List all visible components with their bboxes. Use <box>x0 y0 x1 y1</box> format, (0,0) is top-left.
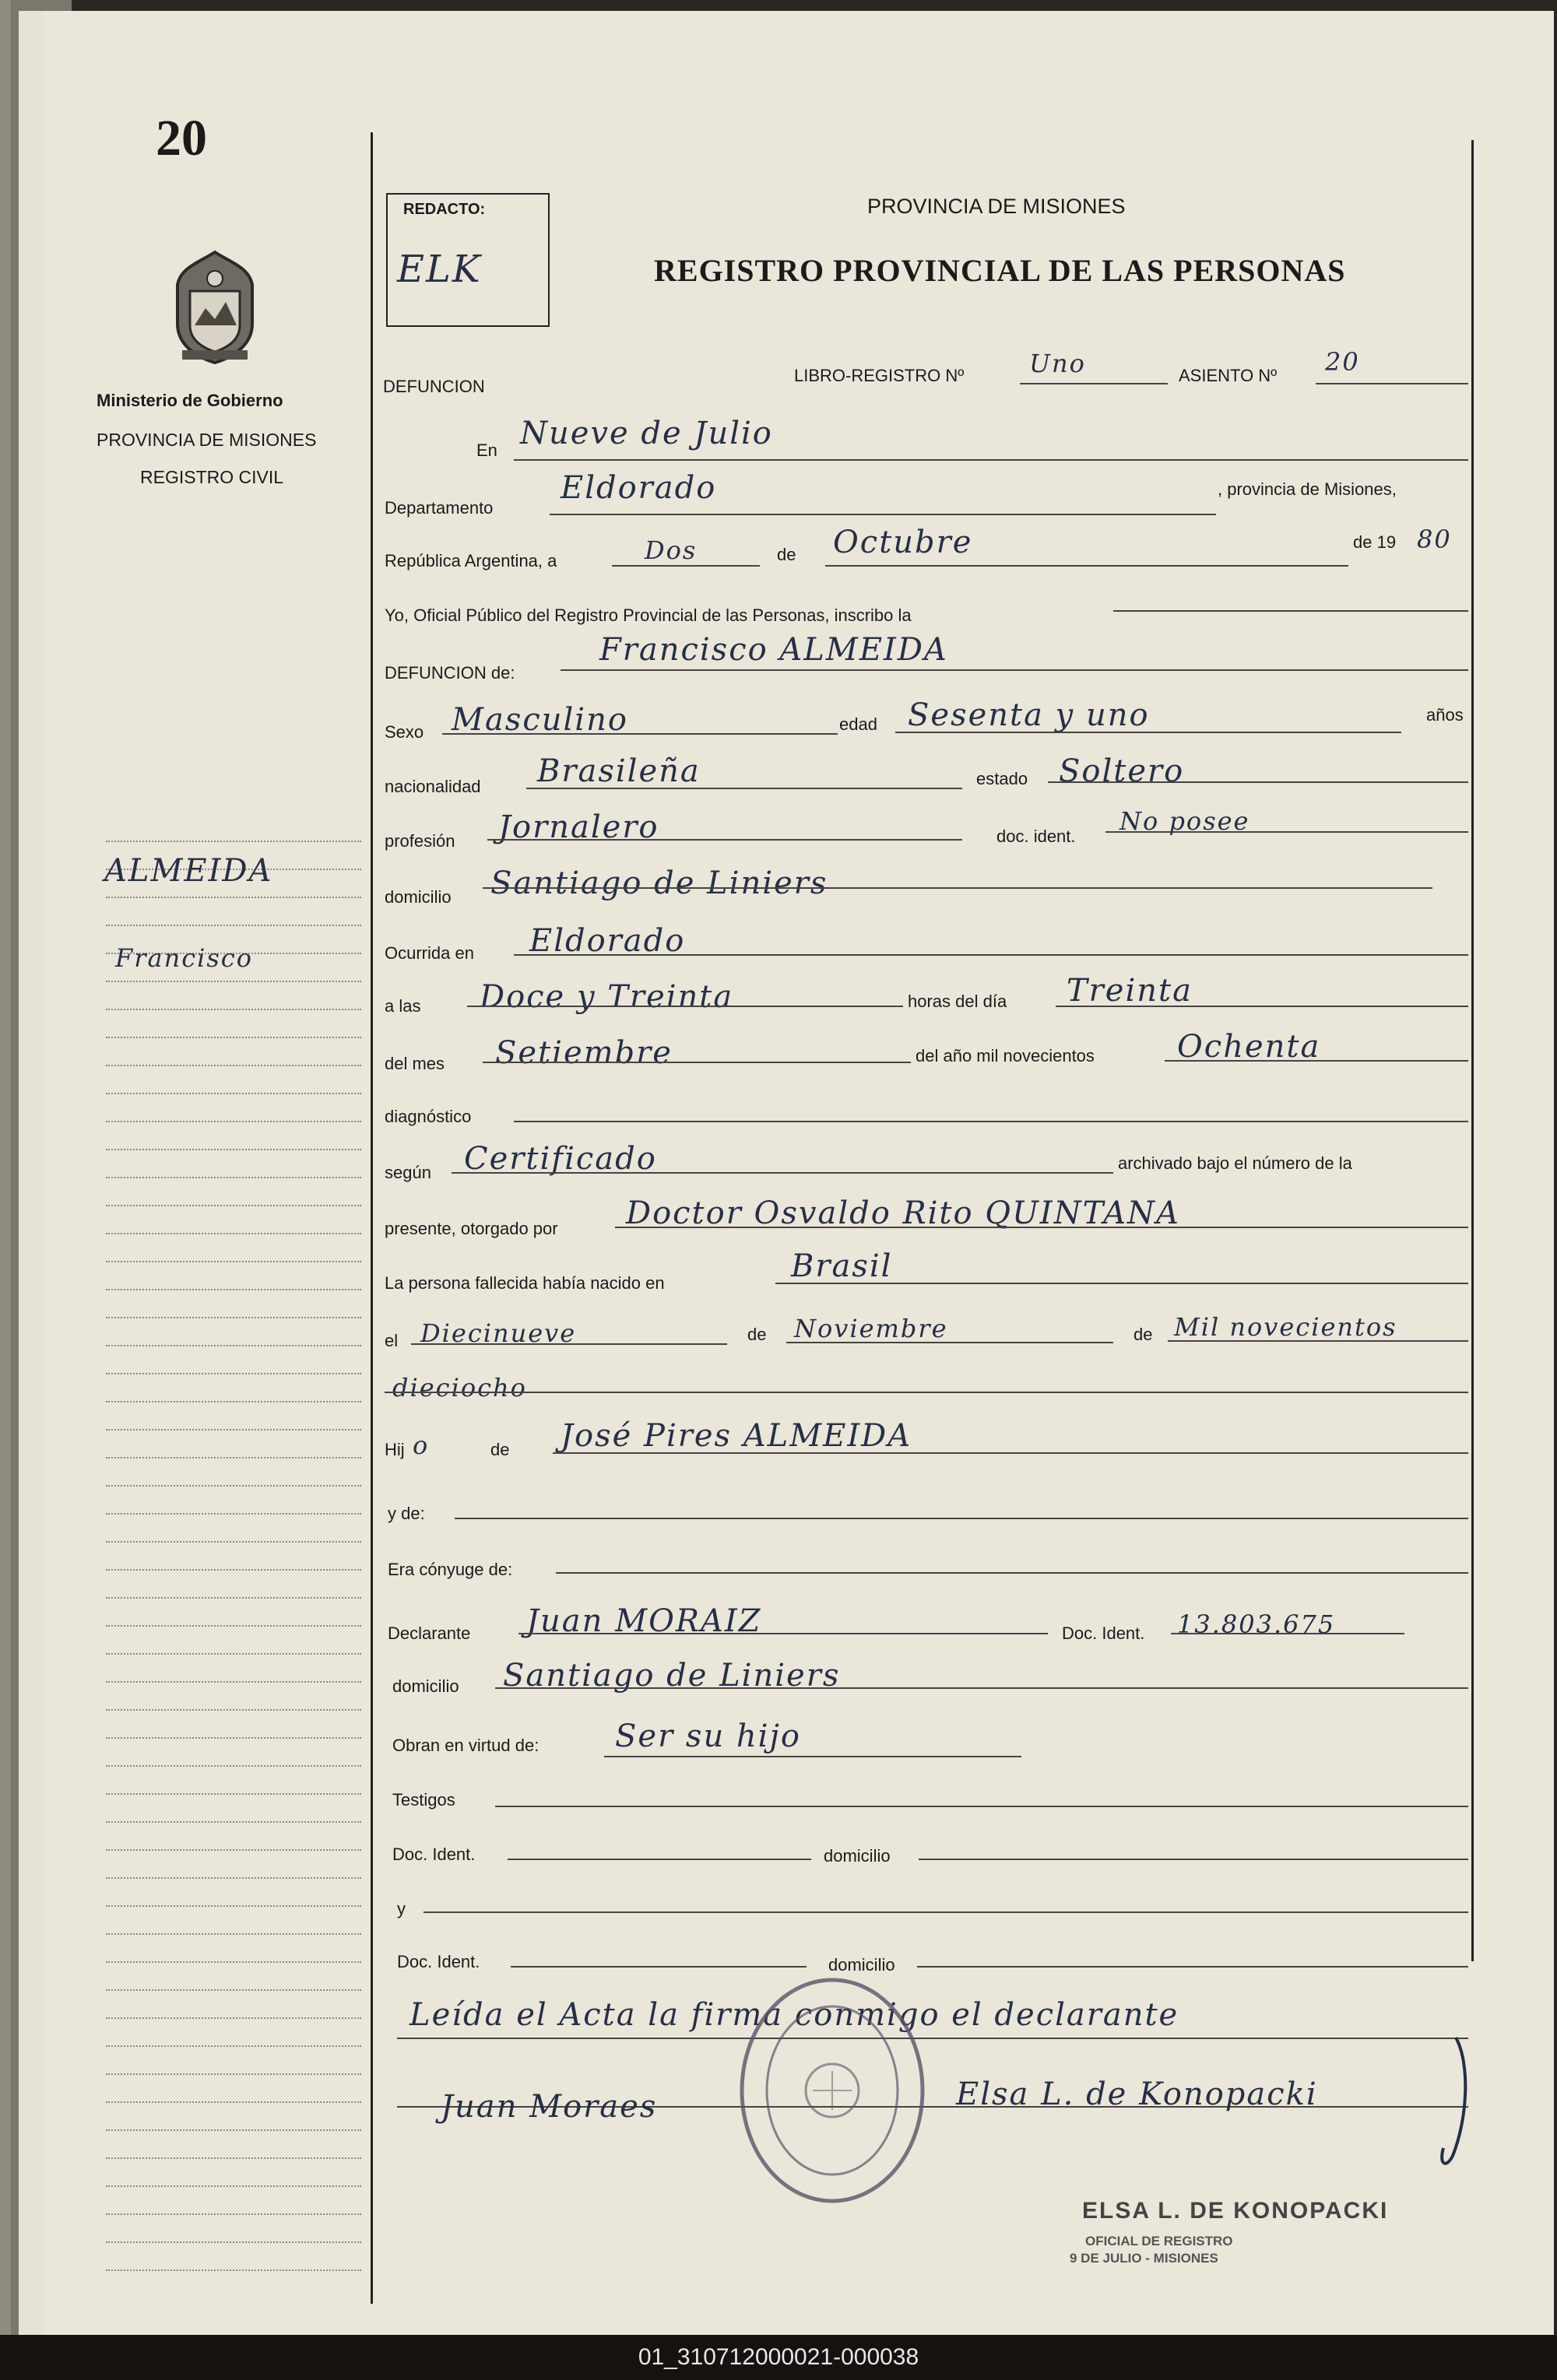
official-place: 9 DE JULIO - MISIONES <box>1070 2251 1218 2266</box>
sexo-label: Sexo <box>385 722 424 742</box>
conyuge-label: Era cónyuge de: <box>388 1560 513 1579</box>
profesion-label: profesión <box>385 831 455 851</box>
margin-line <box>106 1317 361 1318</box>
profesion-value: Jornalero <box>498 809 659 845</box>
decl-doc-label: Doc. Ident. <box>1062 1624 1145 1643</box>
testigos-label: Testigos <box>392 1790 455 1810</box>
nac-ano2-value: dieciocho <box>392 1373 527 1402</box>
margin-line <box>106 1737 361 1739</box>
page-number: 20 <box>156 110 207 167</box>
libro-label: LIBRO-REGISTRO Nº <box>794 366 965 385</box>
margin-line <box>106 2045 361 2047</box>
signature-declarante: Juan Moraes <box>441 2089 658 2125</box>
margin-line <box>106 1345 361 1346</box>
form-left-border <box>371 132 373 2304</box>
coat-of-arms-icon <box>167 247 263 367</box>
otorgado-value: Doctor Osvaldo Rito QUINTANA <box>626 1195 1180 1231</box>
closing-statement: Leída el Acta la firma conmigo el declarante <box>409 1997 1179 2033</box>
margin-note-given-name: Francisco <box>115 943 253 973</box>
obran-label: Obran en virtud de: <box>392 1736 540 1755</box>
testigo1-domicilio-label: domicilio <box>824 1846 891 1866</box>
ano-value: 80 <box>1417 525 1452 554</box>
republica-label: República Argentina, a <box>385 551 557 570</box>
margin-line <box>106 2017 361 2019</box>
margin-line <box>106 1877 361 1879</box>
margin-line <box>106 1401 361 1402</box>
hijo-de-label: de <box>490 1440 510 1459</box>
margin-line <box>106 1793 361 1795</box>
defuncion-header: DEFUNCION <box>383 377 485 396</box>
dia-value: Dos <box>645 535 698 565</box>
nac-dia-value: Diecinueve <box>420 1318 577 1348</box>
margin-line <box>106 1009 361 1010</box>
margin-line <box>106 1093 361 1094</box>
margin-line <box>106 2269 361 2271</box>
margin-line <box>106 2213 361 2215</box>
asiento-value: 20 <box>1325 347 1360 377</box>
ocurrida-label: Ocurrida en <box>385 943 474 963</box>
margin-line <box>106 1709 361 1711</box>
signature-official: Elsa L. de Konopacki <box>956 2076 1318 2112</box>
a-las-label: a las <box>385 996 421 1016</box>
de-label-3: de <box>1133 1325 1153 1344</box>
diagnostico-label: diagnóstico <box>385 1107 472 1126</box>
estado-value: Soltero <box>1059 753 1185 789</box>
de-label-1: de <box>777 545 796 564</box>
margin-line <box>106 1457 361 1459</box>
margin-line <box>106 1233 361 1234</box>
declarante-value: Juan MORAIZ <box>526 1603 762 1639</box>
margin-line <box>106 1429 361 1430</box>
hijo-label: Hij <box>385 1440 405 1459</box>
margin-line <box>106 2073 361 2075</box>
document-id: 01_310712000021-000038 <box>638 2344 919 2370</box>
domicilio-label: domicilio <box>385 887 452 907</box>
doc-ident-value: No posee <box>1119 806 1250 836</box>
ministry-label: Ministerio de Gobierno <box>97 391 283 410</box>
margin-line <box>106 1597 361 1599</box>
margin-line <box>106 1205 361 1206</box>
margin-line <box>106 925 361 926</box>
official-name: ELSA L. DE KONOPACKI <box>1082 2198 1389 2224</box>
archivado-label: archivado bajo el número de la <box>1118 1153 1352 1173</box>
margin-note-surname: ALMEIDA <box>104 853 273 889</box>
testigo2-domicilio-label: domicilio <box>828 1955 895 1975</box>
ano-muerte-value: Ochenta <box>1177 1029 1321 1065</box>
del-mes-label: del mes <box>385 1054 445 1073</box>
margin-line <box>106 897 361 898</box>
margin-line <box>106 1513 361 1515</box>
anos-label: años <box>1426 705 1464 725</box>
margin-line <box>106 1065 361 1066</box>
redacto-label: REDACTO: <box>403 201 486 218</box>
margin-line <box>106 1653 361 1655</box>
margin-line <box>106 1765 361 1767</box>
oficial-statement: Yo, Oficial Público del Registro Provincial de las Personas, inscribo la <box>385 606 912 625</box>
sexo-value: Masculino <box>452 702 628 738</box>
margin-line <box>106 1625 361 1627</box>
official-title: OFICIAL DE REGISTRO <box>1085 2234 1233 2248</box>
decl-doc-value: 13.803.675 <box>1177 1609 1336 1639</box>
margin-line <box>106 1177 361 1178</box>
horas-dia-label: horas del día <box>908 992 1007 1011</box>
de-19-label: de 19 <box>1353 532 1397 552</box>
hijo-suffix: o <box>413 1430 430 1460</box>
margin-line <box>106 1905 361 1907</box>
libro-value: Uno <box>1029 349 1086 378</box>
estado-label: estado <box>976 769 1028 788</box>
redacto-initials: ELK <box>397 247 482 291</box>
declarante-label: Declarante <box>388 1624 471 1643</box>
margin-line <box>106 1849 361 1851</box>
margin-line <box>106 2241 361 2243</box>
book-binding-edge <box>0 0 11 2335</box>
el-label: el <box>385 1331 399 1350</box>
y-de-label: y de: <box>388 1504 425 1523</box>
provincia-misiones-label: , provincia de Misiones, <box>1218 479 1397 499</box>
margin-line <box>106 1681 361 1683</box>
en-value: Nueve de Julio <box>520 416 773 451</box>
testigo1-doc-label: Doc. Ident. <box>392 1845 476 1864</box>
segun-value: Certificado <box>464 1141 657 1177</box>
margin-line <box>106 1261 361 1262</box>
mes-muerte-value: Setiembre <box>495 1035 673 1071</box>
nacionalidad-label: nacionalidad <box>385 777 481 796</box>
margin-line <box>106 1149 361 1150</box>
presente-label: presente, otorgado por <box>385 1219 558 1238</box>
edad-label: edad <box>839 714 877 734</box>
margin-line <box>106 2101 361 2103</box>
hora-value: Doce y Treinta <box>480 979 734 1015</box>
en-label: En <box>476 441 497 460</box>
margin-line <box>106 2129 361 2131</box>
y-label: y <box>397 1899 406 1918</box>
margin-line <box>106 2157 361 2159</box>
defuncion-de-value: Francisco ALMEIDA <box>599 632 948 668</box>
margin-line <box>106 2185 361 2187</box>
testigo2-doc-label: Doc. Ident. <box>397 1952 480 1971</box>
registry-title: REGISTRO PROVINCIAL DE LAS PERSONAS <box>654 253 1346 288</box>
del-ano-label: del año mil novecientos <box>916 1046 1095 1065</box>
margin-line <box>106 1485 361 1487</box>
decl-domicilio-value: Santiago de Liniers <box>503 1658 841 1694</box>
nacido-en-value: Brasil <box>791 1248 893 1284</box>
defuncion-de-label: DEFUNCION de: <box>385 663 515 683</box>
margin-line <box>106 1121 361 1122</box>
obran-value: Ser su hijo <box>615 1718 801 1754</box>
margin-line <box>106 841 361 842</box>
margin-line <box>106 1569 361 1571</box>
edad-value: Sesenta y uno <box>908 697 1150 733</box>
de-label-2: de <box>747 1325 767 1344</box>
ocurrida-value: Eldorado <box>529 923 686 959</box>
decl-domicilio-label: domicilio <box>392 1676 459 1696</box>
nacido-en-label: La persona fallecida había nacido en <box>385 1273 665 1293</box>
margin-line <box>106 1989 361 1991</box>
departamento-label: Departamento <box>385 498 494 518</box>
province-header: PROVINCIA DE MISIONES <box>867 195 1126 218</box>
dia-muerte-value: Treinta <box>1067 973 1193 1009</box>
margin-line <box>106 1373 361 1374</box>
nac-mes-value: Noviembre <box>794 1314 948 1343</box>
margin-line <box>106 981 361 982</box>
sidebar-registry-civil: REGISTRO CIVIL <box>140 467 284 487</box>
doc-ident-label: doc. ident. <box>996 827 1076 846</box>
mes-value: Octubre <box>833 525 973 560</box>
official-stamp-icon <box>735 1974 930 2207</box>
departamento-value: Eldorado <box>561 470 717 506</box>
margin-line <box>106 1821 361 1823</box>
domicilio-value: Santiago de Liniers <box>490 865 828 901</box>
margin-line <box>106 1933 361 1935</box>
nacionalidad-value: Brasileña <box>537 753 701 789</box>
margin-line <box>106 1037 361 1038</box>
margin-line <box>106 1541 361 1543</box>
form-right-border <box>1471 140 1474 1961</box>
asiento-label: ASIENTO Nº <box>1179 366 1278 385</box>
signature-flourish-icon <box>1432 2031 1471 2171</box>
sidebar-province: PROVINCIA DE MISIONES <box>97 430 317 450</box>
hijo-de-value: José Pires ALMEIDA <box>561 1418 912 1454</box>
margin-line <box>106 1961 361 1963</box>
nac-ano-value: Mil novecientos <box>1174 1312 1397 1342</box>
margin-line <box>106 1289 361 1290</box>
segun-label: según <box>385 1163 431 1182</box>
